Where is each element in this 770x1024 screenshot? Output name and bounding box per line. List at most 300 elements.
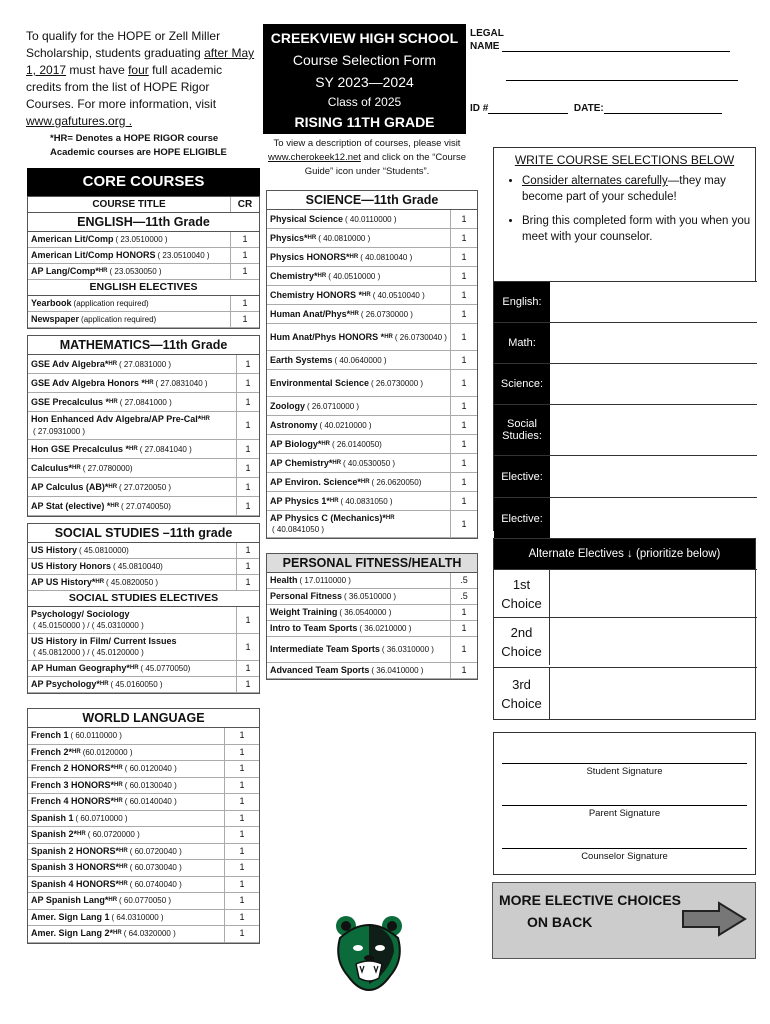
science-head: SCIENCE—11th Grade xyxy=(267,191,477,210)
course-name: AP Spanish Lang* xyxy=(31,895,109,906)
course-credit: 1 xyxy=(461,518,467,529)
course-name: French 4 HONORS* xyxy=(31,796,115,807)
more-line-2: ON BACK xyxy=(527,914,593,930)
intro-text: To qualify for the HOPE or Zell Miller Scholarship, students graduating xyxy=(26,29,221,60)
course-code: (60.0120000 ) xyxy=(82,747,133,757)
course-guide-note xyxy=(262,137,472,179)
course-credit: 1 xyxy=(461,232,467,243)
course-credit: 1 xyxy=(245,577,251,587)
course-credit: 1 xyxy=(461,457,467,468)
course-name: Chemistry* xyxy=(270,270,318,281)
subject-label: Math: xyxy=(494,323,550,363)
course-row[interactable] xyxy=(267,267,477,286)
course-credit: 1 xyxy=(461,270,467,281)
course-code: ( 60.0730040 ) xyxy=(129,863,182,873)
course-row[interactable] xyxy=(267,511,477,538)
course-code: ( 40.0640000 ) xyxy=(334,355,387,365)
subject-input[interactable] xyxy=(550,405,757,455)
course-credit: .5 xyxy=(460,591,468,601)
course-name: AP Psychology* xyxy=(31,679,100,689)
course-credit: 1 xyxy=(242,314,248,324)
gafutures-link[interactable]: www.gafutures.org . xyxy=(26,114,133,128)
course-title xyxy=(28,393,237,411)
course-code: ( 27.0841040 ) xyxy=(139,444,192,454)
course-name: Zoology xyxy=(270,400,305,411)
course-row[interactable] xyxy=(28,355,259,374)
course-title xyxy=(267,435,451,453)
course-code: ( 60.0720000 ) xyxy=(87,830,140,840)
bear-mascot-logo xyxy=(332,912,406,992)
class-year: Class of 2025 xyxy=(327,95,402,109)
alternate-head: Alternate Electives ↓ (prioritize below) xyxy=(494,539,755,569)
course-title xyxy=(267,286,451,304)
course-row[interactable] xyxy=(28,543,259,559)
course-name: US History Honors xyxy=(31,561,112,571)
course-code: ( 36.0410000 ) xyxy=(371,666,424,675)
course-credit: 1 xyxy=(245,481,251,492)
course-name: French 3 HONORS* xyxy=(31,779,115,790)
course-code: ( 60.0140040 ) xyxy=(124,797,177,807)
course-row[interactable] xyxy=(28,926,259,943)
course-row[interactable] xyxy=(267,637,477,663)
course-name: Spanish 1 xyxy=(31,812,74,823)
bullet-1-text: —they may become part of your schedule! xyxy=(522,175,726,203)
course-name: Physics* xyxy=(270,232,308,243)
course-row[interactable] xyxy=(267,573,477,589)
counselor-signature[interactable] xyxy=(502,848,747,862)
hope-rigor-tag: HR xyxy=(108,897,118,904)
hope-rigor-tag: HR xyxy=(385,515,395,521)
id-label: ID # xyxy=(470,103,489,114)
course-row[interactable] xyxy=(267,305,477,324)
course-credit: 1 xyxy=(461,213,467,224)
course-code: ( 40.0510000 ) xyxy=(328,271,381,281)
course-row[interactable] xyxy=(28,877,259,894)
course-name: Earth Systems xyxy=(270,354,333,365)
course-name: GSE Adv Algebra* xyxy=(31,358,109,369)
course-credit: 1 xyxy=(242,298,248,308)
course-name: Physics HONORS* xyxy=(270,251,350,262)
subject-input[interactable] xyxy=(550,364,757,404)
course-row[interactable] xyxy=(28,910,259,927)
form-title: Course Selection Form xyxy=(292,52,437,68)
course-name: Psychology/ Sociology xyxy=(31,609,130,619)
course-code: ( 60.0110000 ) xyxy=(70,731,122,741)
grade-level: RISING 11TH GRADE xyxy=(294,114,435,130)
course-credit: 1 xyxy=(245,614,251,625)
legal-label: LEGAL xyxy=(470,28,504,39)
course-credit: 1 xyxy=(239,779,245,790)
course-row[interactable] xyxy=(28,607,259,634)
selection-panel xyxy=(493,147,756,531)
course-row[interactable] xyxy=(28,374,259,393)
course-row[interactable] xyxy=(28,761,259,778)
course-row[interactable] xyxy=(267,492,477,511)
bullet-1-underline: Consider alternates carefully xyxy=(522,175,668,187)
course-title xyxy=(28,634,237,660)
course-row[interactable] xyxy=(28,312,259,328)
english-head: ENGLISH—11th Grade xyxy=(28,213,259,232)
course-row[interactable] xyxy=(28,677,259,693)
form-header xyxy=(263,24,466,134)
course-credit: 1 xyxy=(239,845,245,856)
subject-entry-row xyxy=(494,322,757,363)
course-credit: 1 xyxy=(242,234,248,244)
signature-box xyxy=(493,732,756,875)
course-row[interactable] xyxy=(267,286,477,305)
parent-signature[interactable] xyxy=(502,805,747,819)
subject-input[interactable] xyxy=(550,456,757,497)
course-name: AP Lang/Comp* xyxy=(31,266,99,276)
course-credit: 1 xyxy=(239,829,245,840)
course-title xyxy=(28,893,225,909)
course-row[interactable] xyxy=(28,728,259,745)
intro-text-b: must have xyxy=(66,63,129,77)
course-name: US History in Film/ Current Issues xyxy=(31,636,177,646)
hr-note: *HR= Denotes a HOPE RIGOR course xyxy=(50,133,219,144)
course-row[interactable] xyxy=(28,575,259,591)
course-name: Spanish 2* xyxy=(31,829,78,840)
more-electives-banner xyxy=(492,882,756,959)
course-credit: 1 xyxy=(245,358,251,369)
course-code: ( 27.0740050) xyxy=(121,501,171,511)
course-title xyxy=(28,860,225,876)
eligible-note: Academic courses are HOPE ELIGIBLE xyxy=(50,147,227,158)
course-code: ( 23.0510000 ) xyxy=(115,235,168,244)
course-name: GSE Adv Algebra Honors * xyxy=(31,377,145,388)
hope-rigor-tag: HR xyxy=(350,310,359,317)
subject-input[interactable] xyxy=(550,282,757,322)
english-electives-head: ENGLISH ELECTIVES xyxy=(28,280,259,296)
course-title xyxy=(28,459,237,477)
course-name: Health xyxy=(270,575,298,585)
course-row[interactable] xyxy=(28,811,259,828)
course-row[interactable] xyxy=(267,248,477,267)
course-title xyxy=(28,264,231,279)
course-title xyxy=(267,573,451,588)
course-credit: 1 xyxy=(239,928,245,939)
course-code: ( 40.0831050 ) xyxy=(340,496,393,506)
hope-rigor-tag: HR xyxy=(129,665,139,671)
course-name: AP US History* xyxy=(31,577,96,587)
hope-rigor-tag: HR xyxy=(77,831,86,838)
course-row[interactable] xyxy=(267,370,477,397)
course-credit: 1 xyxy=(245,679,251,689)
course-credit: .5 xyxy=(460,575,468,585)
student-signature-label: Student Signature xyxy=(586,766,663,777)
course-credit: 1 xyxy=(242,250,248,260)
course-credit: 1 xyxy=(461,251,467,262)
course-credit: 1 xyxy=(245,396,251,407)
fitness-section xyxy=(266,553,478,680)
course-credit: 1 xyxy=(461,331,467,342)
course-code: ( 26.0730000 ) xyxy=(371,378,424,388)
hope-rigor-tag: HR xyxy=(72,748,81,755)
course-row[interactable] xyxy=(267,435,477,454)
course-code: ( 60.0710000 ) xyxy=(75,813,128,823)
course-credit: 1 xyxy=(461,419,467,430)
course-title xyxy=(267,305,451,323)
intro-text-c: full academic credits from the list of HOPE Rigor Courses. For more information, visit xyxy=(26,63,223,111)
name-field-2[interactable] xyxy=(506,71,738,81)
choice-input[interactable] xyxy=(550,668,757,719)
course-credit: 1 xyxy=(461,476,467,487)
course-code: ( 40.0210000 ) xyxy=(319,420,372,430)
course-row[interactable] xyxy=(28,893,259,910)
course-name: American Lit/Comp xyxy=(31,234,114,244)
selection-title: WRITE COURSE SELECTIONS BELOW xyxy=(514,153,735,167)
course-row[interactable] xyxy=(267,621,477,637)
course-code: ( 60.0770050 ) xyxy=(119,896,172,906)
hope-rigor-tag: HR xyxy=(108,360,118,367)
choice-label: 2nd Choice xyxy=(494,618,550,665)
student-signature[interactable] xyxy=(502,763,747,777)
course-code: ( 40.0530050 ) xyxy=(343,458,396,468)
course-code: ( 23.0530050 ) xyxy=(109,267,162,276)
course-row[interactable] xyxy=(28,440,259,459)
hope-rigor-tag: HR xyxy=(119,880,128,887)
course-credit: 1 xyxy=(239,878,245,889)
course-name: Spanish 3 HONORS* xyxy=(31,862,120,873)
hope-rigor-tag: HR xyxy=(329,497,339,504)
course-title xyxy=(28,677,237,692)
alternate-electives xyxy=(493,538,756,720)
course-name: Hum Anat/Phys HONORS * xyxy=(270,331,385,342)
course-name: Personal Fitness xyxy=(270,591,343,601)
course-row[interactable] xyxy=(267,416,477,435)
course-row[interactable] xyxy=(28,296,259,312)
course-row[interactable] xyxy=(28,264,259,280)
course-title xyxy=(28,559,237,574)
choice-input[interactable] xyxy=(550,618,757,665)
course-title xyxy=(28,661,237,676)
hope-rigor-tag: HR xyxy=(110,502,120,509)
course-row[interactable] xyxy=(28,478,259,497)
course-code: ( 26.0730040 ) xyxy=(394,332,447,342)
course-name: Amer. Sign Lang 1 xyxy=(31,911,110,922)
course-title xyxy=(28,374,237,392)
social-electives-head: SOCIAL STUDIES ELECTIVES xyxy=(28,591,259,607)
course-name: Physical Science xyxy=(270,213,344,224)
course-credit: 1 xyxy=(461,289,467,300)
course-row[interactable] xyxy=(267,473,477,492)
hope-rigor-tag: HR xyxy=(384,333,393,340)
course-credit: 1 xyxy=(239,895,245,906)
course-credit: 1 xyxy=(239,763,245,774)
course-row[interactable] xyxy=(267,210,477,229)
course-row[interactable] xyxy=(28,634,259,661)
hope-rigor-tag: HR xyxy=(113,930,122,937)
subject-input[interactable] xyxy=(550,323,757,363)
course-name: Intro to Team Sports xyxy=(270,623,358,633)
course-title xyxy=(28,575,237,590)
course-name: Hon Enhanced Adv Algebra/AP Pre-Cal* xyxy=(31,414,202,425)
course-code: ( 27.0831040 ) xyxy=(155,378,208,388)
course-name: AP Biology* xyxy=(270,438,322,449)
course-code: ( 45.0820050 ) xyxy=(106,578,159,587)
course-name: Newspaper xyxy=(31,314,80,324)
course-title xyxy=(28,745,225,761)
course-name: French 1 xyxy=(31,730,69,741)
course-title xyxy=(267,492,451,510)
course-code: ( 26.0620050) xyxy=(371,477,422,487)
hope-rigor-tag: HR xyxy=(72,464,81,471)
course-title xyxy=(28,355,237,373)
course-title xyxy=(28,607,237,633)
course-credit: 1 xyxy=(245,420,251,430)
course-code: ( 40.0841050 ) xyxy=(272,525,325,534)
course-code: ( 23.0510040 ) xyxy=(157,251,210,260)
course-title xyxy=(267,605,451,620)
course-title xyxy=(28,910,225,926)
hope-rigor-tag: HR xyxy=(99,681,109,687)
course-row[interactable] xyxy=(267,351,477,370)
course-credit: 1 xyxy=(245,641,251,652)
course-code: ( 26.0140050) xyxy=(332,439,382,449)
course-title xyxy=(267,351,451,369)
hope-rigor-tag: HR xyxy=(114,798,123,805)
course-credit: 1 xyxy=(239,862,245,873)
course-name: GSE Precalculus * xyxy=(31,396,110,407)
course-name: AP Calculus (AB)* xyxy=(31,481,109,492)
hope-rigor-tag: HR xyxy=(332,459,342,466)
course-title xyxy=(267,229,451,247)
core-courses xyxy=(27,168,260,196)
course-title xyxy=(267,248,451,266)
school-year: SY 2023—2024 xyxy=(315,74,414,90)
hope-rigor-tag: HR xyxy=(129,445,138,452)
course-title xyxy=(267,473,451,491)
course-credit: 1 xyxy=(245,545,251,555)
course-name: Advanced Team Sports xyxy=(270,665,370,675)
hope-rigor-tag: HR xyxy=(95,579,105,585)
course-title xyxy=(28,778,225,794)
course-title xyxy=(28,761,225,777)
course-row[interactable] xyxy=(28,778,259,795)
hope-rigor-tag: HR xyxy=(114,765,123,772)
col-credit: CR xyxy=(237,199,253,210)
course-row[interactable] xyxy=(267,324,477,351)
course-title xyxy=(28,440,237,458)
course-code: (application required) xyxy=(73,299,149,308)
choice-label: 3rd Choice xyxy=(494,668,550,719)
course-title xyxy=(28,478,237,496)
course-credit: 1 xyxy=(461,400,467,411)
choice-input[interactable] xyxy=(550,570,757,617)
course-row[interactable] xyxy=(28,661,259,677)
alternate-choice-row xyxy=(494,667,757,719)
arrow-right-icon xyxy=(681,901,747,937)
course-row[interactable] xyxy=(267,229,477,248)
course-row[interactable] xyxy=(28,232,259,248)
world-language-section xyxy=(27,708,260,944)
choice-label: 1st Choice xyxy=(494,570,550,617)
course-row[interactable] xyxy=(28,559,259,575)
hope-rigor-tag: HR xyxy=(144,379,154,386)
course-row[interactable] xyxy=(28,459,259,478)
name-field[interactable] xyxy=(502,42,730,52)
subject-entry-row xyxy=(494,404,757,455)
subject-input[interactable] xyxy=(550,498,757,539)
course-row[interactable] xyxy=(28,827,259,844)
course-credit: 1 xyxy=(461,623,467,633)
core-title: CORE COURSES xyxy=(27,168,260,196)
course-title xyxy=(267,589,451,604)
date-field[interactable] xyxy=(604,104,722,114)
course-name: Spanish 2 HONORS* xyxy=(31,845,120,856)
course-code: ( 40.0510040 ) xyxy=(372,290,425,300)
course-code: ( 64.0310000 ) xyxy=(111,912,164,922)
hope-rigor-tag: HR xyxy=(119,847,128,854)
course-title xyxy=(267,511,451,537)
course-title xyxy=(267,210,451,228)
course-row[interactable] xyxy=(267,605,477,621)
course-name: Weight Training xyxy=(270,607,338,617)
course-code: ( 36.0540000 ) xyxy=(339,608,392,617)
course-title xyxy=(28,232,231,247)
cherokee-link[interactable]: www.cherokeek12.net xyxy=(267,152,361,163)
course-row[interactable] xyxy=(28,860,259,877)
course-row[interactable] xyxy=(267,397,477,416)
course-code: ( 40.0810000 ) xyxy=(318,233,371,243)
hope-rigor-tag: HR xyxy=(108,483,118,490)
course-credit: 1 xyxy=(245,663,251,673)
course-title xyxy=(267,454,451,472)
course-title xyxy=(28,412,237,439)
more-line-1: MORE ELECTIVE CHOICES xyxy=(499,892,682,908)
course-name: Calculus* xyxy=(31,462,73,473)
course-row[interactable] xyxy=(28,393,259,412)
course-row[interactable] xyxy=(28,412,259,440)
course-row[interactable] xyxy=(28,745,259,762)
course-credit: 1 xyxy=(245,462,251,473)
course-title xyxy=(28,248,231,263)
course-name: AP Environ. Science* xyxy=(270,476,361,487)
hope-rigor-tag: HR xyxy=(360,478,370,485)
course-row[interactable] xyxy=(28,844,259,861)
course-code: ( 27.0780000) xyxy=(82,463,133,473)
course-row[interactable] xyxy=(28,248,259,264)
course-credit: 1 xyxy=(245,500,251,511)
course-name: Chemistry HONORS * xyxy=(270,289,363,300)
course-credit: 1 xyxy=(239,730,245,741)
course-code: ( 45.0160050 ) xyxy=(110,680,163,689)
course-name: French 2 HONORS* xyxy=(31,763,115,774)
social-head: SOCIAL STUDIES –11th grade xyxy=(28,524,259,543)
course-name: American Lit/Comp HONORS xyxy=(31,250,156,260)
col-course-title: COURSE TITLE xyxy=(28,197,231,212)
course-title xyxy=(28,811,225,827)
course-name: AP Chemistry* xyxy=(270,457,333,468)
name-label: NAME xyxy=(470,41,500,52)
course-name: Yearbook xyxy=(31,298,72,308)
social-section xyxy=(27,523,260,694)
course-row[interactable] xyxy=(267,663,477,679)
subject-entry-row xyxy=(494,497,757,539)
subject-label: English: xyxy=(494,282,550,322)
course-code: ( 36.0210000 ) xyxy=(359,624,412,633)
course-name: Human Anat/Phys* xyxy=(270,308,351,319)
date-label: DATE: xyxy=(573,103,604,114)
course-row[interactable] xyxy=(28,497,259,516)
course-code: ( 27.0831000 ) xyxy=(119,359,172,369)
course-row[interactable] xyxy=(267,589,477,605)
course-row[interactable] xyxy=(267,454,477,473)
course-code: ( 45.0810040) xyxy=(113,562,163,571)
course-credit: 1 xyxy=(461,377,467,388)
course-row[interactable] xyxy=(28,794,259,811)
id-field[interactable] xyxy=(488,104,568,114)
